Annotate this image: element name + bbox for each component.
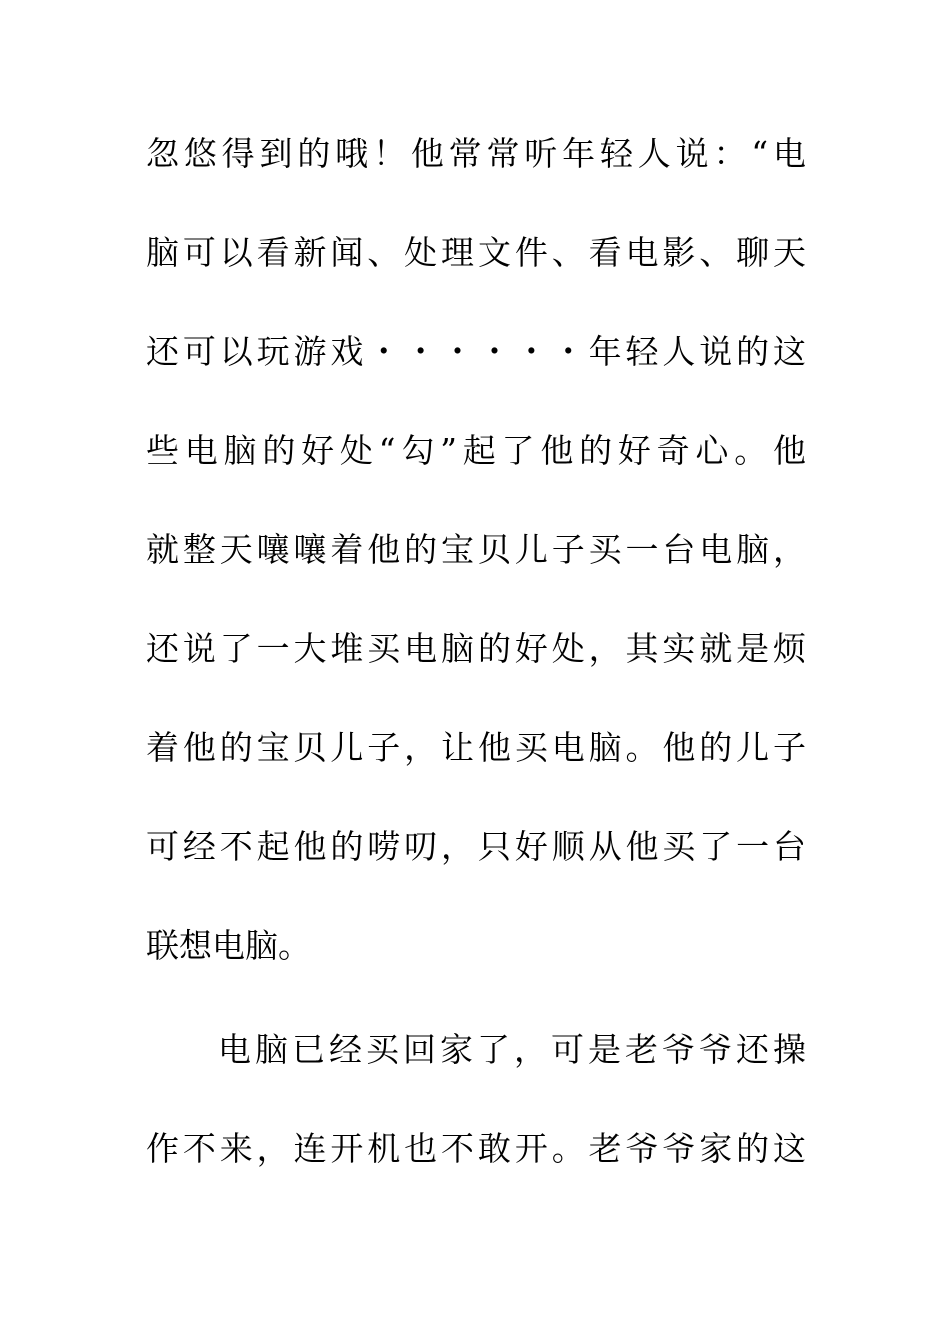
text-line: 可经不起他的唠叨，只好顺从他买了一台 bbox=[146, 827, 806, 866]
text-line: 脑可以看新闻、处理文件、看电影、聊天 bbox=[146, 233, 806, 272]
text-line: 作不来，连开机也不敢开。老爷爷家的这 bbox=[146, 1129, 806, 1168]
text-line: 着他的宝贝儿子，让他买电脑。他的儿子 bbox=[146, 728, 806, 767]
text-line: 还说了一大堆买电脑的好处，其实就是烦 bbox=[146, 629, 806, 668]
text-line: 联想电脑。 bbox=[146, 926, 311, 965]
text-line: 还可以玩游戏・・・・・・年轻人说的这 bbox=[146, 332, 806, 371]
text-line: 就整天嚷嚷着他的宝贝儿子买一台电脑， bbox=[146, 530, 806, 569]
text-line: 忽悠得到的哦！他常常听年轻人说：“电 bbox=[146, 134, 806, 173]
text-line: 些电脑的好处“勾”起了他的好奇心。他 bbox=[146, 431, 806, 470]
paragraph-first-line: 电脑已经买回家了，可是老爷爷还操 bbox=[218, 1030, 806, 1069]
